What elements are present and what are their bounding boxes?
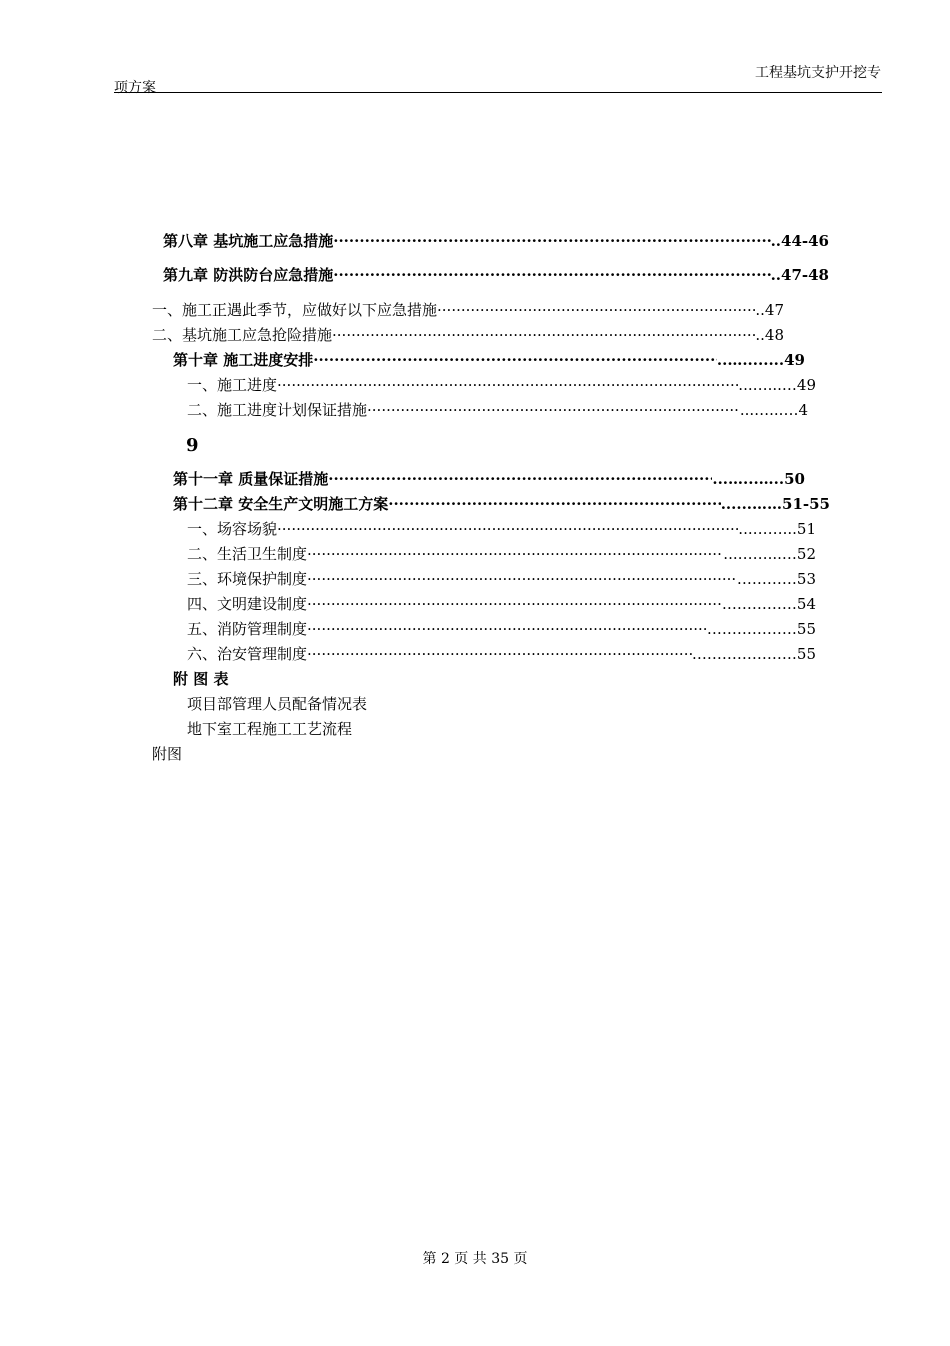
toc-entry-title: 第十章 施工进度安排 (173, 351, 314, 369)
toc-leader (437, 299, 755, 321)
toc-entry[interactable] (187, 618, 816, 640)
toc-entry[interactable] (173, 349, 805, 371)
toc-leader (367, 399, 740, 421)
toc-entry-page: ...…...…49 (738, 376, 816, 394)
toc-entry[interactable] (187, 518, 816, 540)
header-title-right: 工程基坑支护开挖专 (755, 65, 881, 81)
toc-entry-page: ..…........49 (716, 351, 805, 369)
toc-entry-page: ..47 (755, 301, 784, 319)
toc-leader (307, 643, 692, 665)
toc-entry-page: …………………55 (691, 645, 816, 663)
toc-entry-page: ...……...51 (738, 520, 816, 538)
toc-leader (388, 493, 720, 515)
toc-entry[interactable] (187, 543, 816, 565)
toc-entry-page: ..47-48 (770, 266, 829, 284)
toc-entry-page: ...…...…..50 (712, 470, 805, 488)
toc-entry-page: ..44-46 (770, 232, 829, 250)
appendix-figure[interactable]: 附图 (152, 745, 183, 763)
toc-entry-page: ……………54 (721, 595, 816, 613)
toc-entry[interactable] (173, 468, 805, 490)
toc-entry-title: 一、场容场貌 (187, 520, 278, 538)
appendix-item[interactable]: 地下室工程施工工艺流程 (187, 720, 353, 738)
toc-entry-title: 一、施工进度 (187, 376, 278, 394)
toc-entry-title: 四、文明建设制度 (187, 595, 308, 613)
toc-entry-page: …………53 (736, 570, 816, 588)
toc-entry[interactable] (187, 643, 816, 665)
toc-entry[interactable] (152, 324, 784, 346)
toc-entry[interactable] (187, 399, 808, 421)
header-title-left: 项方案 (114, 80, 156, 96)
toc-leader (333, 230, 770, 252)
toc-entry[interactable] (187, 593, 816, 615)
toc-entry-page: ..48 (755, 326, 784, 344)
toc-leader (313, 349, 717, 371)
toc-entry-title: 六、治安管理制度 (187, 645, 308, 663)
toc-entry[interactable] (187, 374, 816, 396)
toc-entry-title: 第九章 防洪防台应急措施 (163, 266, 334, 284)
toc-entry-page: ...……...…52 (723, 545, 816, 563)
toc-leader (333, 264, 770, 286)
toc-leader (277, 374, 738, 396)
appendix-item[interactable]: 项目部管理人员配备情况表 (187, 695, 368, 713)
toc-wrapped-page-digit: 9 (186, 435, 199, 456)
appendix-heading: 附 图 表 (173, 670, 229, 688)
toc-leader (328, 468, 712, 490)
toc-entry[interactable] (152, 299, 784, 321)
header-rule (114, 92, 882, 93)
toc-entry-page: ………………55 (706, 620, 816, 638)
page-footer: 第 2 页 共 35 页 (422, 1251, 528, 1267)
toc-entry-page: ...…...…4 (739, 401, 808, 419)
toc-leader (307, 568, 737, 590)
toc-leader (307, 618, 707, 640)
toc-entry-title: 二、基坑施工应急抢险措施 (152, 326, 333, 344)
toc-entry-title: 第十一章 质量保证措施 (173, 470, 329, 488)
toc-entry-page: ......……51-55 (720, 495, 830, 513)
toc-entry-title: 五、消防管理制度 (187, 620, 308, 638)
toc-leader (332, 324, 755, 346)
toc-entry-title: 第八章 基坑施工应急措施 (163, 232, 334, 250)
toc-entry-title: 第十二章 安全生产文明施工方案 (173, 495, 389, 513)
toc-leader (307, 543, 723, 565)
toc-entry[interactable] (163, 264, 829, 286)
toc-entry-title: 二、施工进度计划保证措施 (187, 401, 368, 419)
toc-entry[interactable] (173, 493, 830, 515)
toc-entry-title: 二、生活卫生制度 (187, 545, 308, 563)
toc-leader (277, 518, 738, 540)
toc-entry[interactable] (163, 230, 829, 252)
toc-leader (307, 593, 722, 615)
toc-entry[interactable] (187, 568, 816, 590)
toc-entry-title: 一、施工正遇此季节，应做好以下应急措施 (152, 301, 438, 319)
toc-entry-title: 三、环境保护制度 (187, 570, 308, 588)
